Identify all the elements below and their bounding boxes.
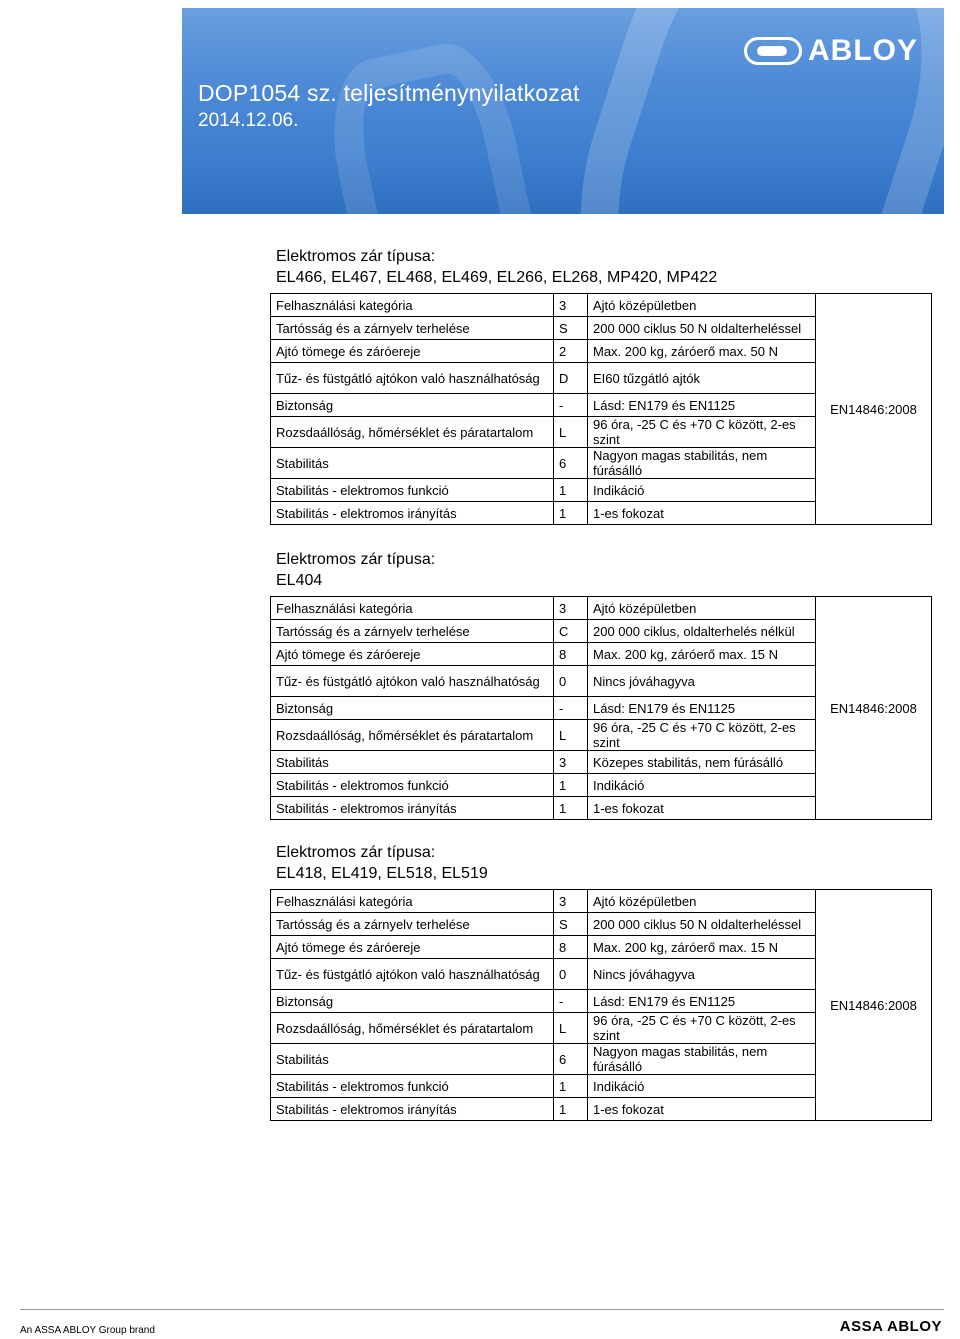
standard-cell: EN14846:2008 xyxy=(816,294,932,525)
property-cell: Stabilitás xyxy=(271,1044,554,1075)
description-cell: 200 000 ciklus, oldalterhelés nélkül xyxy=(588,620,816,643)
table-row xyxy=(271,294,932,317)
description-cell: Ajtó középületben xyxy=(588,597,816,620)
property-cell: Felhasználási kategória xyxy=(271,890,554,913)
code-cell: 1 xyxy=(554,774,588,797)
code-cell: 0 xyxy=(554,666,588,697)
property-cell: Stabilitás xyxy=(271,448,554,479)
section-heading-models: EL418, EL419, EL518, EL519 xyxy=(276,865,488,882)
description-cell: Ajtó középületben xyxy=(588,294,816,317)
property-cell: Tűz- és füstgátló ajtókon való használhatóság xyxy=(271,666,554,697)
standard-cell: EN14846:2008 xyxy=(816,597,932,820)
property-cell: Felhasználási kategória xyxy=(271,597,554,620)
footer-group-brand: An ASSA ABLOY Group brand xyxy=(20,1325,155,1336)
code-cell: - xyxy=(554,394,588,417)
table-row xyxy=(271,597,932,620)
property-cell: Tartósság és a zárnyelv terhelése xyxy=(271,317,554,340)
spec-table xyxy=(270,596,932,820)
property-cell: Ajtó tömege és záróereje xyxy=(271,643,554,666)
property-cell: Biztonság xyxy=(271,394,554,417)
description-cell: Indikáció xyxy=(588,774,816,797)
code-cell: 6 xyxy=(554,1044,588,1075)
header-banner xyxy=(182,8,944,214)
code-cell: 0 xyxy=(554,959,588,990)
description-cell: Max. 200 kg, záróerő max. 50 N xyxy=(588,340,816,363)
description-cell: 1-es fokozat xyxy=(588,797,816,820)
description-cell: Lásd: EN179 és EN1125 xyxy=(588,990,816,1013)
property-cell: Stabilitás - elektromos funkció xyxy=(271,774,554,797)
property-cell: Stabilitás - elektromos irányítás xyxy=(271,502,554,525)
section-heading-label: Elektromos zár típusa: xyxy=(276,551,436,568)
code-cell: 1 xyxy=(554,1075,588,1098)
property-cell: Tűz- és füstgátló ajtókon való használhatóság xyxy=(271,959,554,990)
section-heading xyxy=(276,246,717,288)
property-cell: Stabilitás xyxy=(271,751,554,774)
description-cell: Nagyon magas stabilitás, nem fúrásálló xyxy=(588,448,816,479)
code-cell: 3 xyxy=(554,294,588,317)
code-cell: S xyxy=(554,317,588,340)
abloy-logo-icon xyxy=(744,37,802,65)
code-cell: C xyxy=(554,620,588,643)
property-cell: Ajtó tömege és záróereje xyxy=(271,340,554,363)
banner-decoration xyxy=(317,33,568,214)
code-cell: 1 xyxy=(554,502,588,525)
property-cell: Rozsdaállóság, hőmérséklet és páratartalom xyxy=(271,720,554,751)
description-cell: 96 óra, -25 C és +70 C között, 2-es szint xyxy=(588,720,816,751)
footer-divider xyxy=(20,1309,944,1310)
code-cell: 8 xyxy=(554,643,588,666)
description-cell: 96 óra, -25 C és +70 C között, 2-es szint xyxy=(588,417,816,448)
property-cell: Biztonság xyxy=(271,990,554,1013)
description-cell: 1-es fokozat xyxy=(588,502,816,525)
description-cell: Max. 200 kg, záróerő max. 15 N xyxy=(588,936,816,959)
property-cell: Stabilitás - elektromos irányítás xyxy=(271,797,554,820)
description-cell: Nincs jóváhagyva xyxy=(588,666,816,697)
property-cell: Ajtó tömege és záróereje xyxy=(271,936,554,959)
description-cell: Közepes stabilitás, nem fúrásálló xyxy=(588,751,816,774)
property-cell: Rozsdaállóság, hőmérséklet és páratartalom xyxy=(271,1013,554,1044)
property-cell: Stabilitás - elektromos funkció xyxy=(271,479,554,502)
spec-table xyxy=(270,293,932,525)
code-cell: 1 xyxy=(554,1098,588,1121)
description-cell: 1-es fokozat xyxy=(588,1098,816,1121)
code-cell: - xyxy=(554,697,588,720)
section-heading-label: Elektromos zár típusa: xyxy=(276,248,436,265)
description-cell: 200 000 ciklus 50 N oldalterheléssel xyxy=(588,317,816,340)
property-cell: Rozsdaállóság, hőmérséklet és páratartalom xyxy=(271,417,554,448)
property-cell: Tűz- és füstgátló ajtókon való használhatóság xyxy=(271,363,554,394)
code-cell: D xyxy=(554,363,588,394)
assa-abloy-logo: ASSA ABLOY xyxy=(839,1318,942,1335)
property-cell: Biztonság xyxy=(271,697,554,720)
description-cell: 96 óra, -25 C és +70 C között, 2-es szint xyxy=(588,1013,816,1044)
abloy-logo-text: ABLOY xyxy=(808,34,918,67)
abloy-logo xyxy=(744,34,918,68)
description-cell: EI60 tűzgátló ajtók xyxy=(588,363,816,394)
code-cell: 3 xyxy=(554,597,588,620)
code-cell: 3 xyxy=(554,751,588,774)
description-cell: 200 000 ciklus 50 N oldalterheléssel xyxy=(588,913,816,936)
section-heading xyxy=(276,842,488,884)
document-date: 2014.12.06. xyxy=(198,110,299,131)
section-heading-models: EL404 xyxy=(276,572,323,589)
document-title: DOP1054 sz. teljesítménynyilatkozat xyxy=(198,80,580,106)
code-cell: 6 xyxy=(554,448,588,479)
code-cell: L xyxy=(554,720,588,751)
code-cell: 2 xyxy=(554,340,588,363)
spec-table xyxy=(270,889,932,1121)
property-cell: Felhasználási kategória xyxy=(271,294,554,317)
section-heading xyxy=(276,549,435,591)
description-cell: Lásd: EN179 és EN1125 xyxy=(588,697,816,720)
code-cell: S xyxy=(554,913,588,936)
description-cell: Max. 200 kg, záróerő max. 15 N xyxy=(588,643,816,666)
code-cell: 1 xyxy=(554,479,588,502)
description-cell: Ajtó középületben xyxy=(588,890,816,913)
property-cell: Tartósság és a zárnyelv terhelése xyxy=(271,620,554,643)
description-cell: Nagyon magas stabilitás, nem fúrásálló xyxy=(588,1044,816,1075)
code-cell: L xyxy=(554,1013,588,1044)
description-cell: Lásd: EN179 és EN1125 xyxy=(588,394,816,417)
property-cell: Stabilitás - elektromos funkció xyxy=(271,1075,554,1098)
property-cell: Stabilitás - elektromos irányítás xyxy=(271,1098,554,1121)
code-cell: 1 xyxy=(554,797,588,820)
code-cell: L xyxy=(554,417,588,448)
code-cell: - xyxy=(554,990,588,1013)
code-cell: 3 xyxy=(554,890,588,913)
property-cell: Tartósság és a zárnyelv terhelése xyxy=(271,913,554,936)
code-cell: 8 xyxy=(554,936,588,959)
section-heading-label: Elektromos zár típusa: xyxy=(276,844,436,861)
description-cell: Indikáció xyxy=(588,479,816,502)
description-cell: Nincs jóváhagyva xyxy=(588,959,816,990)
section-heading-models: EL466, EL467, EL468, EL469, EL266, EL268, MP420, MP422 xyxy=(276,269,718,286)
description-cell: Indikáció xyxy=(588,1075,816,1098)
table-row xyxy=(271,890,932,913)
standard-cell: EN14846:2008 xyxy=(816,890,932,1121)
